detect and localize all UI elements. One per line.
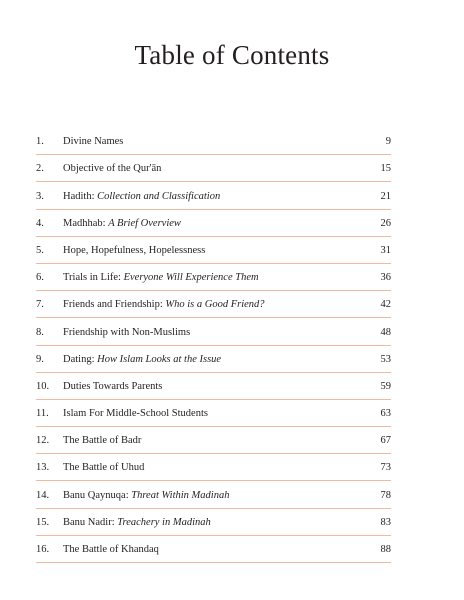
entry-title-main: Hope, Hopefulness, Hopelessness (63, 244, 206, 256)
entry-page: 21 (380, 190, 391, 202)
toc-entry[interactable] (36, 481, 391, 508)
entry-page: 42 (380, 299, 391, 311)
entry-title-main: Divine Names (63, 136, 124, 148)
entry-number: 6. (36, 272, 44, 284)
toc-entry[interactable] (36, 318, 391, 345)
entry-title-main: Trials in Life: (63, 272, 124, 284)
entry-number: 13. (36, 462, 50, 474)
toc-entry[interactable] (36, 400, 391, 427)
toc-entry[interactable] (36, 182, 391, 209)
entry-title-main: Banu Qaynuqa: (63, 489, 132, 501)
entry-page: 15 (380, 163, 391, 175)
entry-subtitle: Treachery in Madinah (117, 516, 211, 528)
entry-number: 3. (36, 190, 44, 202)
entry-number: 1. (36, 136, 44, 148)
toc-entry[interactable] (36, 373, 391, 400)
entry-number: 10. (36, 380, 50, 392)
entry-title-main: Islam For Middle-School Students (63, 408, 208, 420)
toc-entry[interactable] (36, 291, 391, 318)
entry-title (63, 191, 220, 202)
entry-title-main: The Battle of Uhud (63, 462, 145, 474)
entry-title (63, 408, 208, 419)
entry-title-main: Madhhab: (63, 217, 109, 229)
entry-page: 36 (380, 272, 391, 284)
entry-title-main: Duties Towards Parents (63, 380, 163, 392)
entry-title-main: Friendship with Non-Muslims (63, 326, 191, 338)
entry-page: 48 (380, 326, 391, 338)
entry-number: 8. (36, 326, 44, 338)
entry-title (63, 354, 221, 365)
entry-subtitle: How Islam Looks at the Issue (97, 353, 222, 365)
entry-title (63, 218, 181, 229)
entry-page: 31 (380, 244, 391, 256)
page-title: Table of Contents (134, 40, 330, 70)
entry-number: 12. (36, 435, 50, 447)
entry-number: 5. (36, 244, 44, 256)
entry-page: 26 (380, 217, 391, 229)
entry-page: 78 (380, 489, 391, 501)
entry-title (63, 462, 144, 473)
toc-entry[interactable] (36, 509, 391, 536)
entry-title (63, 381, 162, 392)
entry-title-main: Objective of the Qur'ān (63, 163, 162, 175)
entry-title-main: Banu Nadir: (63, 516, 118, 528)
entry-title (63, 272, 259, 283)
entry-page: 73 (380, 462, 391, 474)
toc-entry[interactable] (36, 427, 391, 454)
toc-entry[interactable] (36, 155, 391, 182)
entry-subtitle: Who is a Good Friend? (165, 299, 265, 311)
entry-number: 14. (36, 489, 50, 501)
entry-number: 15. (36, 516, 50, 528)
entry-page: 67 (380, 435, 391, 447)
entry-title-main: Dating: (63, 353, 98, 365)
entry-title (63, 245, 205, 256)
toc-entry[interactable] (36, 128, 391, 155)
entry-title (63, 299, 265, 310)
entry-title-main: Hadith: (63, 190, 98, 202)
toc-entry[interactable] (36, 454, 391, 481)
entry-title (63, 435, 141, 446)
entry-page: 88 (380, 544, 391, 555)
toc-entry[interactable] (36, 536, 391, 563)
entry-subtitle: Everyone Will Experience Them (123, 272, 259, 284)
entry-number: 4. (36, 217, 44, 229)
entry-page: 9 (385, 136, 391, 148)
toc-entry[interactable] (36, 346, 391, 373)
toc-list (36, 128, 391, 563)
entry-subtitle: Collection and Classification (97, 190, 221, 202)
toc-entry[interactable] (36, 237, 391, 264)
entry-number: 7. (36, 299, 44, 311)
entry-number: 16. (36, 544, 50, 555)
entry-subtitle: A Brief Overview (108, 217, 181, 229)
entry-title-main: The Battle of Badr (63, 435, 142, 447)
entry-title (63, 517, 211, 528)
entry-subtitle: Threat Within Madinah (131, 489, 230, 501)
toc-entry[interactable] (36, 264, 391, 291)
entry-title (63, 136, 123, 147)
toc-entry[interactable] (36, 210, 391, 237)
entry-title (63, 327, 190, 338)
entry-title (63, 490, 229, 501)
entry-title (63, 544, 159, 555)
entry-number: 11. (36, 408, 49, 420)
entry-title-main: Friends and Friendship: (63, 299, 166, 311)
entry-number: 9. (36, 353, 44, 365)
entry-title (63, 163, 161, 174)
entry-page: 59 (380, 380, 391, 392)
entry-title-main: The Battle of Khandaq (63, 544, 159, 555)
entry-page: 63 (380, 408, 391, 420)
entry-page: 83 (380, 516, 391, 528)
entry-page: 53 (380, 353, 391, 365)
entry-number: 2. (36, 163, 44, 175)
